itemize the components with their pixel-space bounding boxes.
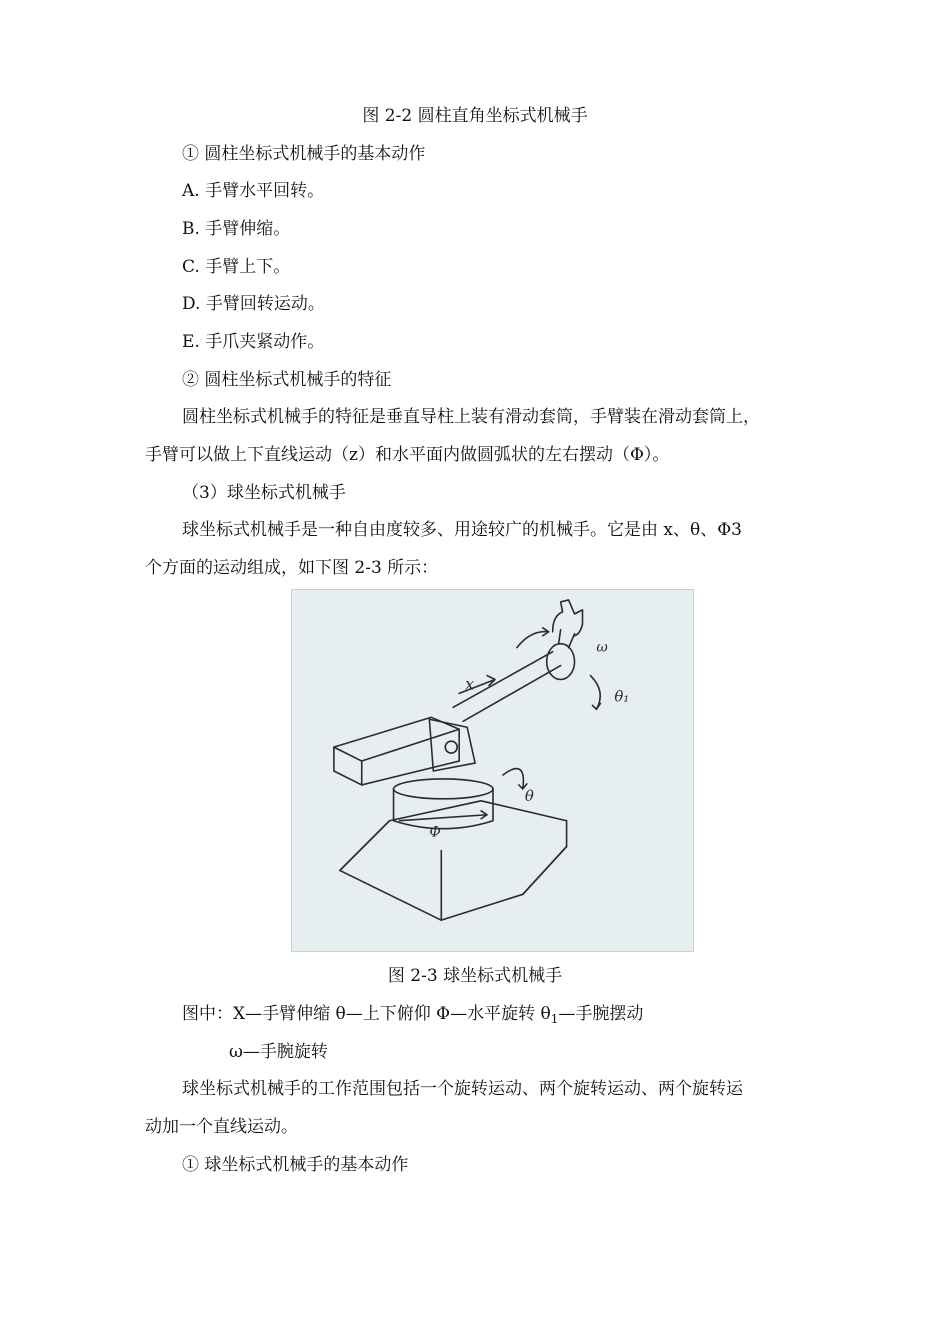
spherical-section-heading: （3）球坐标式机械手: [182, 483, 346, 503]
legend-tail: —手腕摆动: [558, 1004, 644, 1024]
label-omega: ω: [596, 639, 608, 656]
arm-housing: [334, 717, 459, 785]
label-theta: θ: [524, 786, 534, 805]
omega-arrow: [517, 628, 549, 648]
list-item: C. 手臂上下。: [182, 257, 291, 277]
wrist-collar: [547, 644, 575, 680]
cylindrical-feature-heading: ② 圆柱坐标式机械手的特征: [182, 370, 392, 390]
paragraph-line: 个方面的运动组成，如下图 2-3 所示：: [145, 558, 439, 578]
list-item: B. 手臂伸缩。: [182, 219, 291, 239]
figure-legend-line: ω—手腕旋转: [229, 1042, 328, 1062]
figure-2-2-caption: 图 2-2 圆柱直角坐标式机械手: [362, 106, 588, 126]
legend-subscript: 1: [550, 1012, 559, 1026]
spherical-motion-heading: ① 球坐标式机械手的基本动作: [182, 1155, 409, 1175]
list-item: E. 手爪夹紧动作。: [182, 332, 325, 352]
paragraph-line: 球坐标式机械手是一种自由度较多、用途较广的机械手。它是由 x、θ、Φ3: [182, 520, 742, 540]
pivot-pin: [445, 741, 457, 753]
label-theta1: θ₁: [614, 687, 630, 706]
figure-legend-line: [182, 1002, 643, 1031]
base-pedestal: [340, 801, 567, 920]
cylindrical-motion-heading: ① 圆柱坐标式机械手的基本动作: [182, 144, 426, 164]
spherical-robot-figure: [291, 589, 694, 952]
label-x: x: [465, 674, 475, 694]
figure-2-3-caption: 图 2-3 球坐标式机械手: [387, 966, 563, 986]
base-pedestal-edge: [340, 821, 567, 920]
turret-top: [394, 779, 493, 799]
paragraph-line: 球坐标式机械手的工作范围包括一个旋转运动、两个旋转运动、两个旋转运: [182, 1079, 743, 1099]
legend-text: 图中：X—手臂伸缩 θ—上下俯仰 Φ—水平旋转 θ: [182, 1004, 551, 1024]
paragraph-line: 动加一个直线运动。: [145, 1117, 298, 1137]
theta1-arrow: [590, 676, 600, 710]
paragraph-line: 圆柱坐标式机械手的特征是垂直导柱上装有滑动套筒，手臂装在滑动套筒上，: [182, 407, 760, 427]
spherical-robot-drawing: [292, 590, 693, 951]
label-phi: Φ: [429, 824, 441, 841]
theta-arrow: [503, 769, 527, 789]
gripper: [553, 600, 583, 636]
paragraph-line: 手臂可以做上下直线运动（z）和水平面内做圆弧状的左右摆动（Φ）。: [145, 445, 670, 465]
list-item: A. 手臂水平回转。: [182, 181, 325, 201]
list-item: D. 手臂回转运动。: [182, 294, 325, 314]
